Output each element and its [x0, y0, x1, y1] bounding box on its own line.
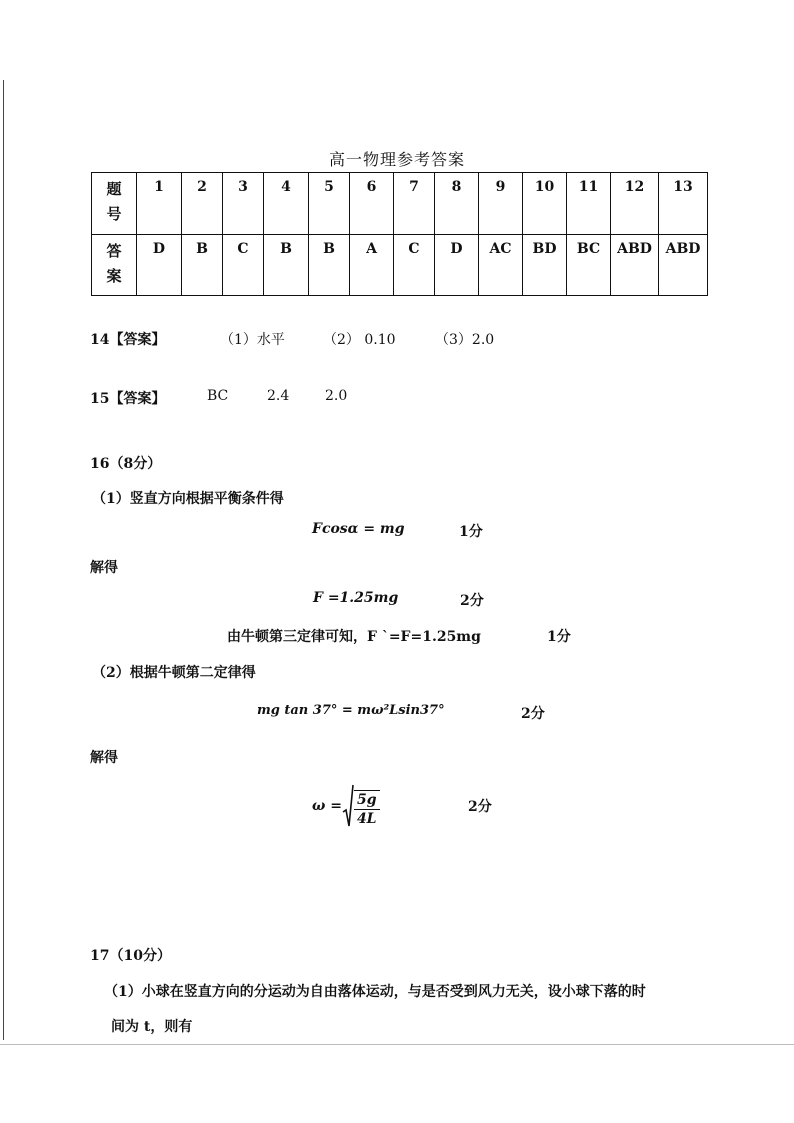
page-bottom-rule: [0, 1044, 794, 1045]
q16-equation-4-score: 2分: [468, 799, 492, 815]
omega-lhs: ω =: [312, 798, 342, 814]
table-cell: BD: [523, 234, 567, 296]
table-cell: 10: [523, 173, 567, 235]
q14-answer-2: （2） 0.10: [323, 332, 396, 348]
q17-line-2: 间为 t，则有: [111, 1019, 193, 1035]
table-cell: 13: [659, 173, 708, 235]
q16-third-law: 由牛顿第三定律可知，F `=F=1.25mg: [227, 629, 481, 645]
table-cell: 5: [309, 173, 350, 235]
table-header-cell: 题 号: [92, 173, 137, 235]
table-cell: ABD: [611, 234, 659, 296]
q16-equation-1-score: 1分: [459, 524, 483, 540]
table-cell: ABD: [659, 234, 708, 296]
table-cell: B: [309, 234, 350, 296]
answer-table: [91, 172, 708, 296]
table-cell: 9: [479, 173, 523, 235]
q17-line-1: （1）小球在竖直方向的分运动为自由落体运动，与是否受到风力无关，设小球下落的时: [104, 984, 646, 1000]
table-cell: B: [264, 234, 309, 296]
page-title: 高一物理参考答案: [328, 150, 465, 169]
table-cell: 2: [182, 173, 223, 235]
q15-answer-1: BC: [207, 388, 229, 404]
q16-equation-3: mg tan 37° = mω²Lsin37°: [257, 703, 445, 718]
table-cell: 12: [611, 173, 659, 235]
q16-equation-4: [312, 784, 380, 828]
q14-label: 14【答案】: [90, 332, 166, 348]
q16-third-law-score: 1分: [547, 629, 571, 645]
table-row-answers: [92, 234, 708, 296]
radical-icon: [342, 784, 354, 828]
q16-equation-2: F =1.25mg: [313, 590, 399, 606]
fraction-numerator: 5g: [356, 791, 377, 808]
q16-solve-label-2: 解得: [90, 750, 118, 766]
table-row-numbers: [92, 173, 708, 235]
table-cell: 6: [350, 173, 394, 235]
q15-answer-3: 2.0: [325, 388, 348, 404]
q14-answer-1: （1）水平: [220, 332, 285, 348]
q14-answer-3: （3）2.0: [435, 332, 495, 348]
table-cell: D: [137, 234, 182, 296]
q16-header: 16（8分）: [90, 456, 162, 472]
table-cell: 11: [567, 173, 611, 235]
q16-solve-label-1: 解得: [90, 560, 118, 576]
table-cell: AC: [479, 234, 523, 296]
q16-part1: （1）竖直方向根据平衡条件得: [92, 491, 284, 507]
table-cell: 1: [137, 173, 182, 235]
q16-equation-3-score: 2分: [521, 706, 545, 722]
q16-equation-1: Fcosα = mg: [312, 521, 405, 537]
table-cell: 4: [264, 173, 309, 235]
table-cell: 8: [435, 173, 479, 235]
table-cell: C: [223, 234, 264, 296]
sqrt-symbol: [342, 784, 380, 828]
q16-part2: （2）根据牛顿第二定律得: [92, 665, 256, 681]
q15-label: 15【答案】: [90, 391, 166, 407]
table-cell: A: [350, 234, 394, 296]
table-header-cell: 答 案: [92, 234, 137, 296]
sqrt-radicand: [354, 790, 380, 829]
q15-answer-2: 2.4: [267, 388, 290, 404]
q16-equation-2-score: 2分: [460, 593, 484, 609]
table-cell: D: [435, 234, 479, 296]
fraction-denominator: 4L: [356, 811, 377, 827]
table-cell: 7: [394, 173, 435, 235]
table-cell: 3: [223, 173, 264, 235]
page-left-rule: [3, 80, 4, 1040]
table-cell: C: [394, 234, 435, 296]
table-cell: BC: [567, 234, 611, 296]
table-cell: B: [182, 234, 223, 296]
q17-header: 17（10分）: [90, 948, 171, 964]
